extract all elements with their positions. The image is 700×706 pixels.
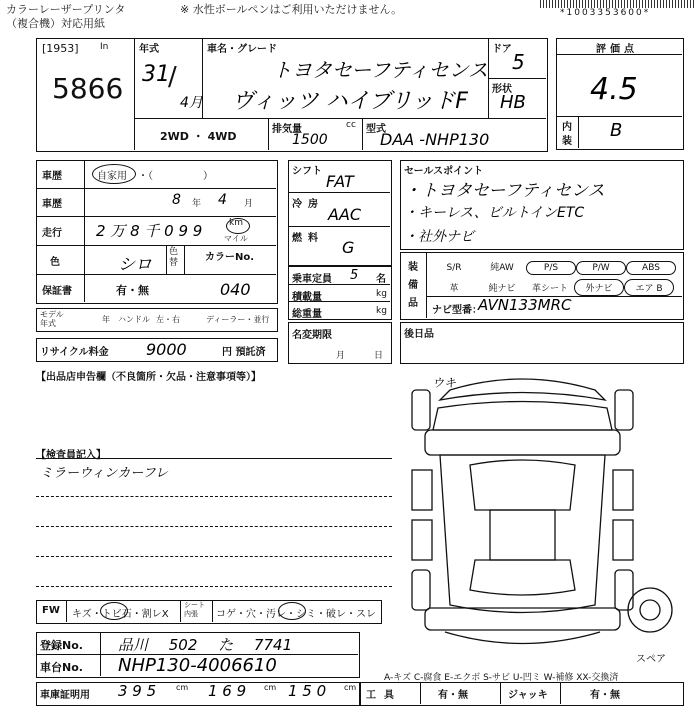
printer-sublabel: （複合機）対応用紙 [6,17,105,30]
handle-opts: 左・右 [156,315,180,324]
equip-label-3: 品 [408,298,418,309]
car-model: ヴィッツ ハイブリッドF [232,89,468,114]
capacity-unit: 名 [376,274,386,285]
fuel-label: 燃料 [292,233,324,244]
equipment-item: P/W [576,261,626,275]
spare-tire-icon [628,588,672,632]
expiry-label: 名変期限 [292,330,332,341]
rear-bumper [445,632,600,644]
model-label1: モデル [40,310,64,319]
equipment-row-1 [430,255,680,273]
score-label: 評価点 [596,44,638,55]
jack-label: ジャッキ [508,690,548,701]
shaken-year-unit: 年 [192,199,202,209]
equipment-item: ABS [626,261,676,275]
equipment-item: 革シート [531,284,568,294]
history-private: 自家用 [97,171,127,182]
color-value: シロ [118,255,152,275]
right-front-wheel-icon [615,390,633,430]
left-rear-wheel-icon [412,570,430,610]
equip-label-1: 装 [408,262,418,273]
cert-height: 1 5 0 [288,682,327,700]
navi-model-value: AVN133MRC [478,296,572,314]
equipment-item: 純ナビ [488,284,516,294]
expiry-month: 月 [336,351,346,361]
warranty-label: 保証書 [42,286,72,297]
seat-items: コゲ・穴・汚レ・シミ・破レ・スレ [216,609,376,620]
model-year-unit: 年 [102,315,110,324]
repaint-label: 色替 [169,247,179,268]
spare-label: スペア [636,654,666,665]
left-door-rear [412,520,432,560]
barcode [540,0,695,8]
dealer-label: ディーラー・並行 [206,315,270,324]
doors-value: 5 [512,50,525,74]
cert-unit-2: cm [264,683,277,692]
recycle-label: リサイクル料金 [40,347,109,358]
doors-label: ドア [492,44,512,55]
jack-value: 有・無 [590,690,620,701]
mileage-unit-mile: マイル [224,234,248,243]
model-code-value: DAA -NHP130 [380,130,490,149]
shaken-year: 8 [172,192,181,208]
sales-point-2: ・キーレス、ビルトインETC [404,205,585,221]
handle-label: ハンドル [118,315,150,324]
month-value: 4月 [180,95,203,111]
gross-weight-label: 総重量 [292,309,322,320]
windshield [470,460,575,510]
navi-model-label: ナビ型番： [432,305,482,316]
lot-tag-suffix: In [100,42,109,52]
fuel-value: G [342,238,355,257]
lot-number: 5866 [52,72,124,105]
tools-value: 有・無 [438,690,468,701]
left-front-wheel-icon [412,390,430,430]
warranty-value: 有・無 [116,284,149,297]
color-label: 色 [50,257,60,268]
lot-tag: [1953] [42,42,79,55]
later-date-block [400,322,684,364]
shaken-month-unit: 月 [244,199,254,209]
chassis-label: 車台No. [40,661,83,674]
equipment-item: 純AW [490,263,514,273]
year-label: 年式 [139,44,159,55]
model-code-label: 型式 [366,124,386,135]
right-door-front [613,470,633,510]
printer-label: カラーレーザープリンタ [6,3,126,16]
seat-label: シート 内張 [184,601,205,618]
aircon-label: 冷房 [292,199,324,210]
equipment-row-2 [430,276,680,294]
car-damage-diagram [400,370,690,670]
drive-type: 2WD ・ 4WD [160,130,237,143]
aircon-value: AAC [328,205,362,224]
interior-label-top: 内 [562,122,572,133]
expiry-day: 日 [374,351,384,361]
cert-length: 3 9 5 [118,682,157,700]
equipment-item: S/R [446,263,462,273]
year-slash: / [168,62,177,92]
roof-panel [490,510,555,560]
car-name-label: 車名・グレード [207,44,277,55]
fw-items: キズ・トビ石・割レX [72,609,169,620]
mileage-unit-km: km [229,218,243,228]
mileage-value: 2 万 8 千 0 9 9 [96,222,203,240]
barcode-number: *1003353600* [560,8,651,18]
equipment-item: エア B [624,279,674,296]
tools-label: 工具 [366,690,402,701]
equipment-item: P/S [526,261,576,275]
roof-front [440,379,605,400]
displacement-label: 排気量 [272,124,302,135]
sales-point-3: ・社外ナビ [404,229,474,245]
chassis-value: NHP130-4006610 [118,655,277,676]
load-unit: kg [376,289,387,299]
inspector-label: 【検査員記入】 [36,450,106,461]
sales-point-1: ・トヨタセーフティセンス [404,181,605,201]
pen-note: ※ 水性ボールペンはご利用いただけません。 [180,3,403,16]
cert-width: 1 6 9 [208,682,247,700]
displacement-unit: cc [346,120,356,130]
shape-label: 形状 [492,84,512,95]
capacity-value: 5 [350,268,359,283]
left-door-front [412,470,432,510]
mileage-label: 走行 [42,228,62,239]
displacement-value: 1500 [292,132,328,148]
fw-circle-tobi [100,602,128,620]
later-date-label: 後日品 [404,329,434,340]
history-label: 車歴 [42,171,62,182]
score-value: 4.5 [590,72,638,107]
equipment-item: 革 [449,284,459,294]
gross-weight-unit: kg [376,306,387,316]
model-label2: 年式 [40,319,56,328]
cert-label: 車庫証明用 [40,690,90,701]
cert-unit-3: cm [344,683,357,692]
interior-value: B [610,120,623,141]
shift-value: FAT [326,172,354,191]
rear-window [470,560,575,595]
fw-label: FW [42,605,60,616]
seat-circle-stain [278,602,306,620]
inspector-note: ミラーウィンカーフレ [40,466,169,481]
right-rear-wheel-icon [615,570,633,610]
right-door-rear [613,520,633,560]
damage-legend: A-キズ C-腐食 E-エクボ S-サビ U-凹ミ W-補修 XX-交換済 [384,673,619,683]
shaken-label: 車歴 [42,199,62,210]
load-label: 積載量 [292,292,322,303]
capacity-label: 乗車定員 [292,274,332,285]
shop-notes-label: 【出品店申告欄（不良箇所・欠品・注意事項等）】 [36,372,261,383]
history-other: ・（ ） [138,171,213,182]
recycle-value: 9000 [146,340,187,359]
color-code-value: 040 [220,280,251,299]
diagram-mark: ウキ [432,376,457,390]
cert-unit-1: cm [176,683,189,692]
shape-value: HB [500,92,526,113]
shaken-month: 4 [218,192,227,208]
equipment-item: 外ナビ [574,279,624,296]
reg-label: 登録No. [40,639,83,652]
equip-label-2: 備 [408,280,418,291]
year-value: 31 [142,62,170,87]
recycle-unit: 円 預託済 [222,347,266,358]
reg-value: 品川 502 た 7741 [118,636,293,654]
body-outline [440,455,605,613]
shift-label: シフト [292,166,322,177]
color-code-label: カラーNo. [205,252,255,263]
car-maker: トヨタセーフティセンス [272,58,488,82]
sales-points-label: セールスポイント [404,166,484,177]
interior-label-bottom: 装 [562,136,572,147]
